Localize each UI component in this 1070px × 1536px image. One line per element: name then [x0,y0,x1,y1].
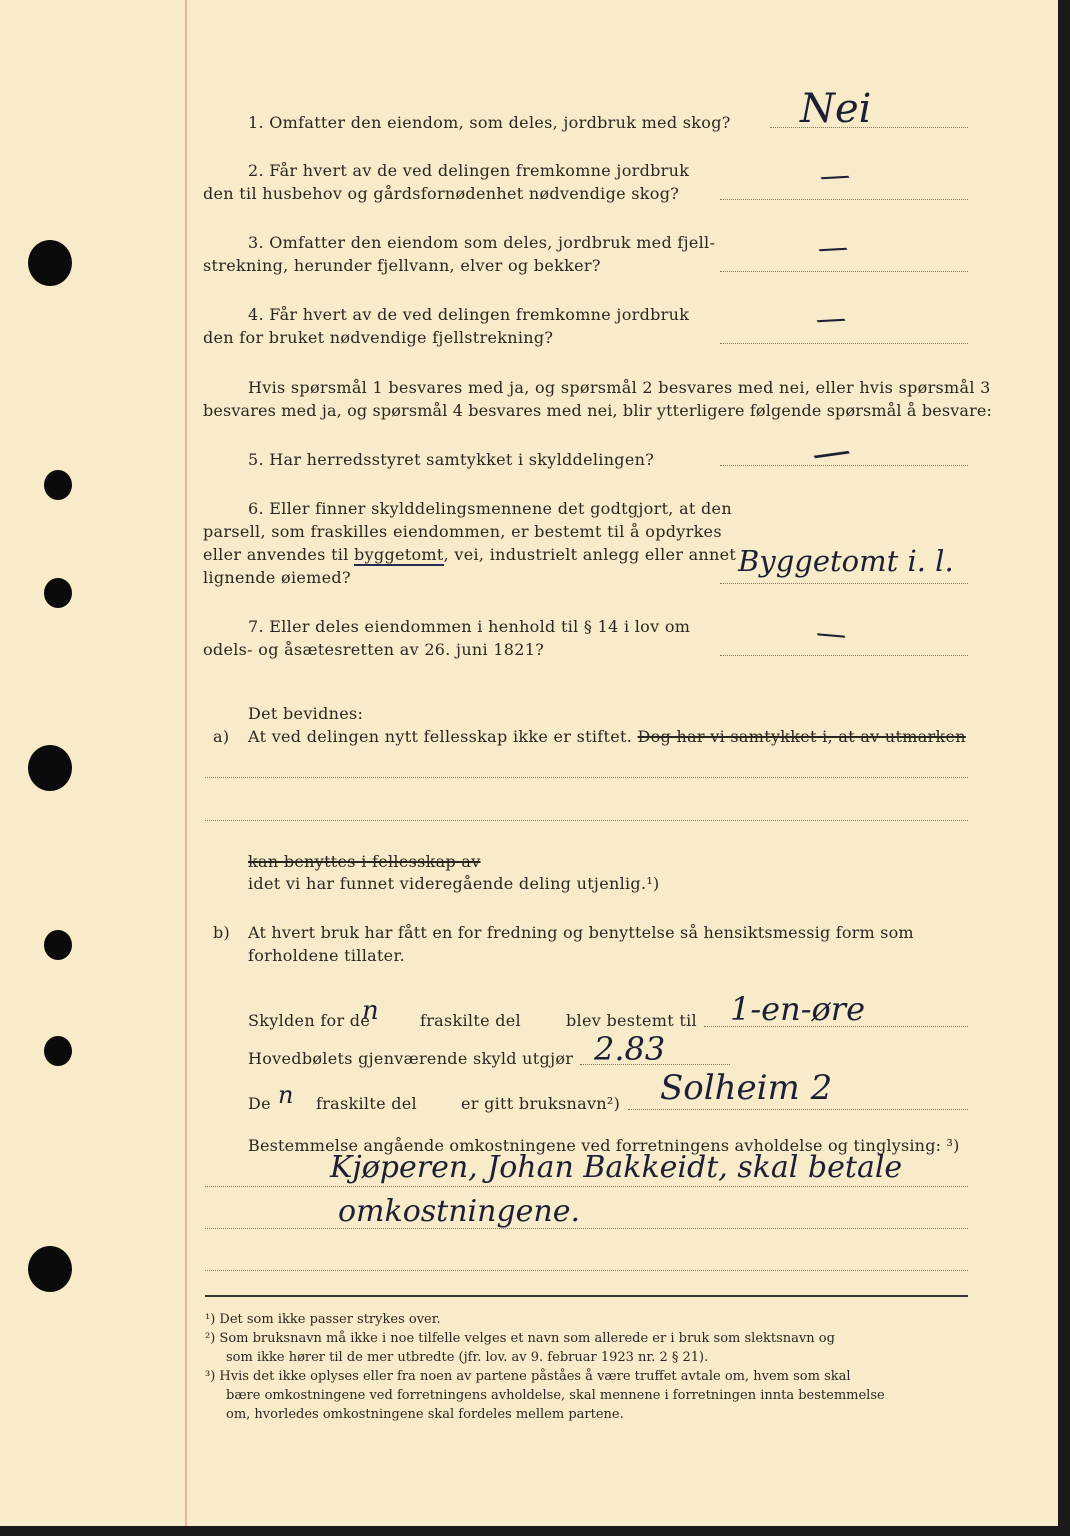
punch-hole [44,1036,72,1066]
question-6-text: eller anvendes til [203,545,355,564]
answer-line [205,1228,968,1229]
hovedbol-value: 2.83 [594,1030,666,1068]
margin-line [185,0,187,1526]
question-6-line-4: lignende øiemed? [203,568,351,587]
footnote-1: ¹) Det som ikke passer strykes over. [205,1312,441,1327]
question-7-line-1: 7. Eller deles eiendommen i henhold til § 14 i lov om [248,617,691,636]
certify-a-continuation: idet vi har funnet videregående deling utjenlig.¹) [248,874,660,893]
navn-label-a: De [248,1094,271,1113]
navn-label-c: er gitt bruksnavn²) [461,1094,621,1113]
bestemmelse-value-line-1: Kjøperen, Johan Bakkeidt, skal betale [330,1150,903,1185]
certify-b-label: b) [213,923,231,942]
hovedbol-label: Hovedbølets gjenværende skyld utgjør [248,1049,574,1068]
question-1: 1. Omfatter den eiendom, som deles, jordbruk med skog? [248,113,731,132]
footnote-3-line-1: ³) Hvis det ikke oplyses eller fra noen av partene påståes å være truffet avtale om, hvem som skal [205,1369,851,1384]
punch-hole [28,1246,72,1292]
bestemmelse-value-line-2: omkostningene. [338,1194,581,1229]
answer-2: / [817,164,853,191]
footnote-2-line-1: ²) Som bruksnavn må ikke i noe tilfelle velges et navn som allerede er i bruk som slektsnavn og [205,1331,835,1346]
navn-value: Solheim 2 [660,1068,833,1108]
blank-line [205,820,968,821]
bestemmelse-label: Bestemmelse angående omkostningene ved forretningens avholdelse og tinglysing: ³) [248,1136,960,1155]
question-3-line-1: 3. Omfatter den eiendom som deles, jordbruk med fjell- [248,233,716,252]
answer-line [720,271,968,272]
answer-line [720,583,968,584]
certify-heading: Det bevidnes: [248,704,364,723]
condition-line-1: Hvis spørsmål 1 besvares med ja, og spørsmål 2 besvares med nei, eller hvis spørsmål 3 [248,378,991,397]
answer-line [205,1186,968,1187]
certify-a-label: a) [213,727,230,746]
answer-line [628,1109,968,1110]
punch-hole [44,930,72,960]
answer-line [720,199,968,200]
punch-hole [44,578,72,608]
question-4-line-1: 4. Får hvert av de ved delingen fremkomne jordbruk [248,305,690,324]
underlined-word: byggetomt [354,545,444,564]
punch-hole [44,470,72,500]
certify-b-line-1: At hvert bruk har fått en for fredning og benyttelse så hensiktsmessig form som [248,923,914,942]
answer-line [720,655,968,656]
answer-5: / [810,436,855,472]
footnote-3-line-2: bære omkostningene ved forretningens avholdelse, skal mennene i forretningen innta bestemmelse [226,1388,885,1403]
question-4-line-2: den for bruket nødvendige fjellstrekning? [203,328,554,347]
certify-b-line-2: forholdene tillater. [248,946,406,965]
punch-hole [28,745,72,791]
skyld-label-c: blev bestemt til [566,1011,697,1030]
answer-line [720,343,968,344]
footnote-3-line-3: om, hvorledes omkostningene skal fordeles mellem partene. [226,1407,624,1422]
answer-4: / [813,307,849,334]
question-2-line-2: den til husbehov og gårdsfornødenhet nødvendige skog? [203,184,680,203]
question-6-text: , vei, industrielt anlegg eller annet [443,545,737,564]
navn-handwritten-n: n [278,1081,294,1109]
answer-6: Byggetomt i. l. [738,544,954,578]
footnote-rule [205,1295,968,1297]
skyld-label-b: fraskilte del [420,1011,521,1030]
question-5: 5. Har herredsstyret samtykket i skylddelingen? [248,450,655,469]
answer-line [205,1270,968,1271]
skyld-label-a: Skylden for de [248,1011,371,1030]
footnote-2-line-2: som ikke hører til de mer utbredte (jfr. lov. av 9. februar 1923 nr. 2 § 21). [226,1350,709,1365]
question-3-line-2: strekning, herunder fjellvann, elver og bekker? [203,256,601,275]
skyld-value: 1-en-øre [730,990,866,1028]
skyld-handwritten-n: n [362,996,379,1026]
question-2-line-1: 2. Får hvert av de ved delingen fremkomne jordbruk [248,161,690,180]
question-6-line-1: 6. Eller finner skylddelingsmennene det godtgjort, at den [248,499,732,518]
certify-a-statement: At ved delingen nytt fellesskap ikke er stiftet. [248,727,633,746]
question-6-line-3 [203,544,736,566]
certify-a-text [248,726,966,748]
punch-hole [28,240,72,286]
answer-line [720,465,968,466]
answer-7: / [812,624,850,647]
condition-line-2: besvares med ja, og spørsmål 4 besvares med nei, blir ytterligere følgende spørsmål å besvare: [203,401,993,420]
question-6-line-2: parsell, som fraskilles eiendommen, er bestemt til å opdyrkes [203,522,722,541]
answer-3: / [815,236,851,263]
answer-1: Nei [800,86,872,132]
struck-text: Dog har vi samtykket i, at av utmarken [637,727,966,746]
blank-line [205,777,968,778]
question-7-line-2: odels- og åsætesretten av 26. juni 1821? [203,640,545,659]
struck-text: kan benyttes i fellesskap av [248,852,481,871]
navn-label-b: fraskilte del [316,1094,417,1113]
